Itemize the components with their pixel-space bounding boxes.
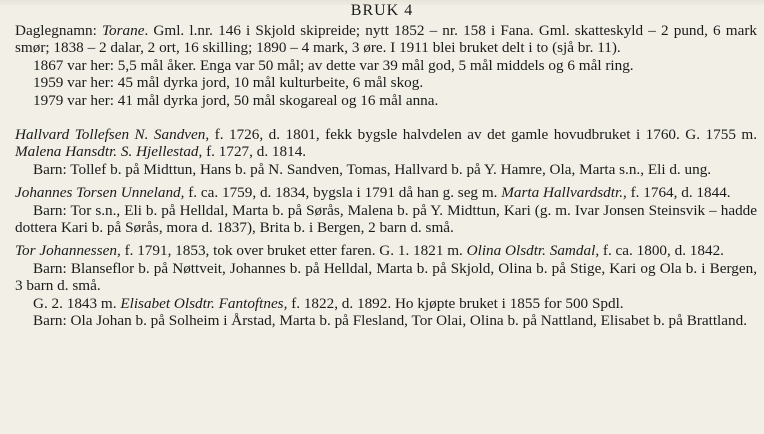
stats-1979: 1979 var her: 41 mål dyrka jord, 50 mål skogareal og 16 mål anna. — [33, 91, 439, 109]
farm-name: Torane — [101, 22, 145, 39]
owner-name: Johannes Torsen Unneland — [15, 184, 181, 202]
spouse-name: Malena Hansdtr. S. Hjellestad — [15, 143, 199, 161]
owner-entry — [15, 184, 757, 236]
farm-description — [15, 22, 757, 330]
spouse-name: Marta Hallvardsdtr. — [501, 184, 624, 202]
spouse-name: Olina Olsdtr. Samdal — [466, 242, 596, 260]
children-list: Barn: Blanseflor b. på Nøttveit, Johannes b. på Helldal, Marta b. på Skjold, Olina b. på Stige, Kari og Ola b. i Bergen, 3 barn d. små. — [15, 259, 757, 295]
owner-entry — [15, 126, 757, 178]
children-list: Barn: Ola Johan b. på Solheim i Årstad, Marta b. på Flesland, Tor Olai, Olina b. på Nattland, Elisabet b. på Brattland. — [33, 312, 748, 330]
intro-label: Daglegnamn: — [15, 22, 97, 39]
page-heading: BRUK 4 — [350, 2, 414, 19]
intro-paragraph — [15, 22, 757, 57]
owner-entry — [15, 242, 757, 329]
second-marriage: G. 2. 1843 m. Elisabet Olsdtr. Fantoftnes, f. 1822, d. 1892. Ho kjøpte bruket i 1855 for 500 Spdl. — [33, 294, 624, 312]
children-list: Barn: Tollef b. på Midttun, Hans b. på N. Sandven, Tomas, Hallvard b. på Y. Hamre, Ola, Marta s.n., Eli d. ung. — [33, 160, 712, 178]
owner-paragraph: Johannes Torsen Unneland, f. ca. 1759, d. 1834, bygsla i 1791 då han g. seg m. Marta Hallvardsdtr., f. 1764, d. 1844. — [15, 184, 731, 202]
children-list: Barn: Tor s.n., Eli b. på Helldal, Marta b. på Sørås, Malena b. på Y. Midttun, Kari (g. m. Ivar Jonsen Steinsvik – hadde dottera Kari b. på Sørås, mora d. 1837), Brita b. i Bergen, 2 barn d. små. — [15, 201, 757, 237]
owner-paragraph: Tor Johannessen, f. 1791, 1853, tok over bruket etter faren. G. 1. 1821 m. Olina Olsdtr. Samdal, f. ca. 1800, d. 1842. — [15, 242, 724, 260]
spouse-name: Elisabet Olsdtr. Fantoftnes — [120, 294, 284, 312]
owner-name: Hallvard Tollefsen N. Sandven — [15, 126, 206, 144]
intro-text: . Gml. l.nr. 146 i Skjold skipreide; nytt 1852 – nr. 158 i Fana. Gml. skatteskyld – 2 pund, 6 mark smør; 1838 – 2 dalar, 2 ort, 16 skilling; 1890 – 4 mark, 3 øre. I 1911 blei bruket delt i to (sjå br. 11). — [15, 22, 757, 57]
owner-paragraph: Hallvard Tollefsen N. Sandven, f. 1726, d. 1801, fekk bygsle halvdelen av det gamle hovudbruket i 1760. G. 1755 m. Malena Hansdtr. S. Hjellestad, f. 1727, d. 1814. — [15, 126, 758, 161]
stats-1867: 1867 var her: 5,5 mål åker. Enga var 50 mål; av dette var 39 mål god, 5 mål middels og 6 mål ring. — [33, 56, 634, 74]
owner-name: Tor Johannessen — [15, 242, 117, 260]
stats-1959: 1959 var her: 45 mål dyrka jord, 10 mål kulturbeite, 6 mål skog. — [33, 74, 424, 92]
